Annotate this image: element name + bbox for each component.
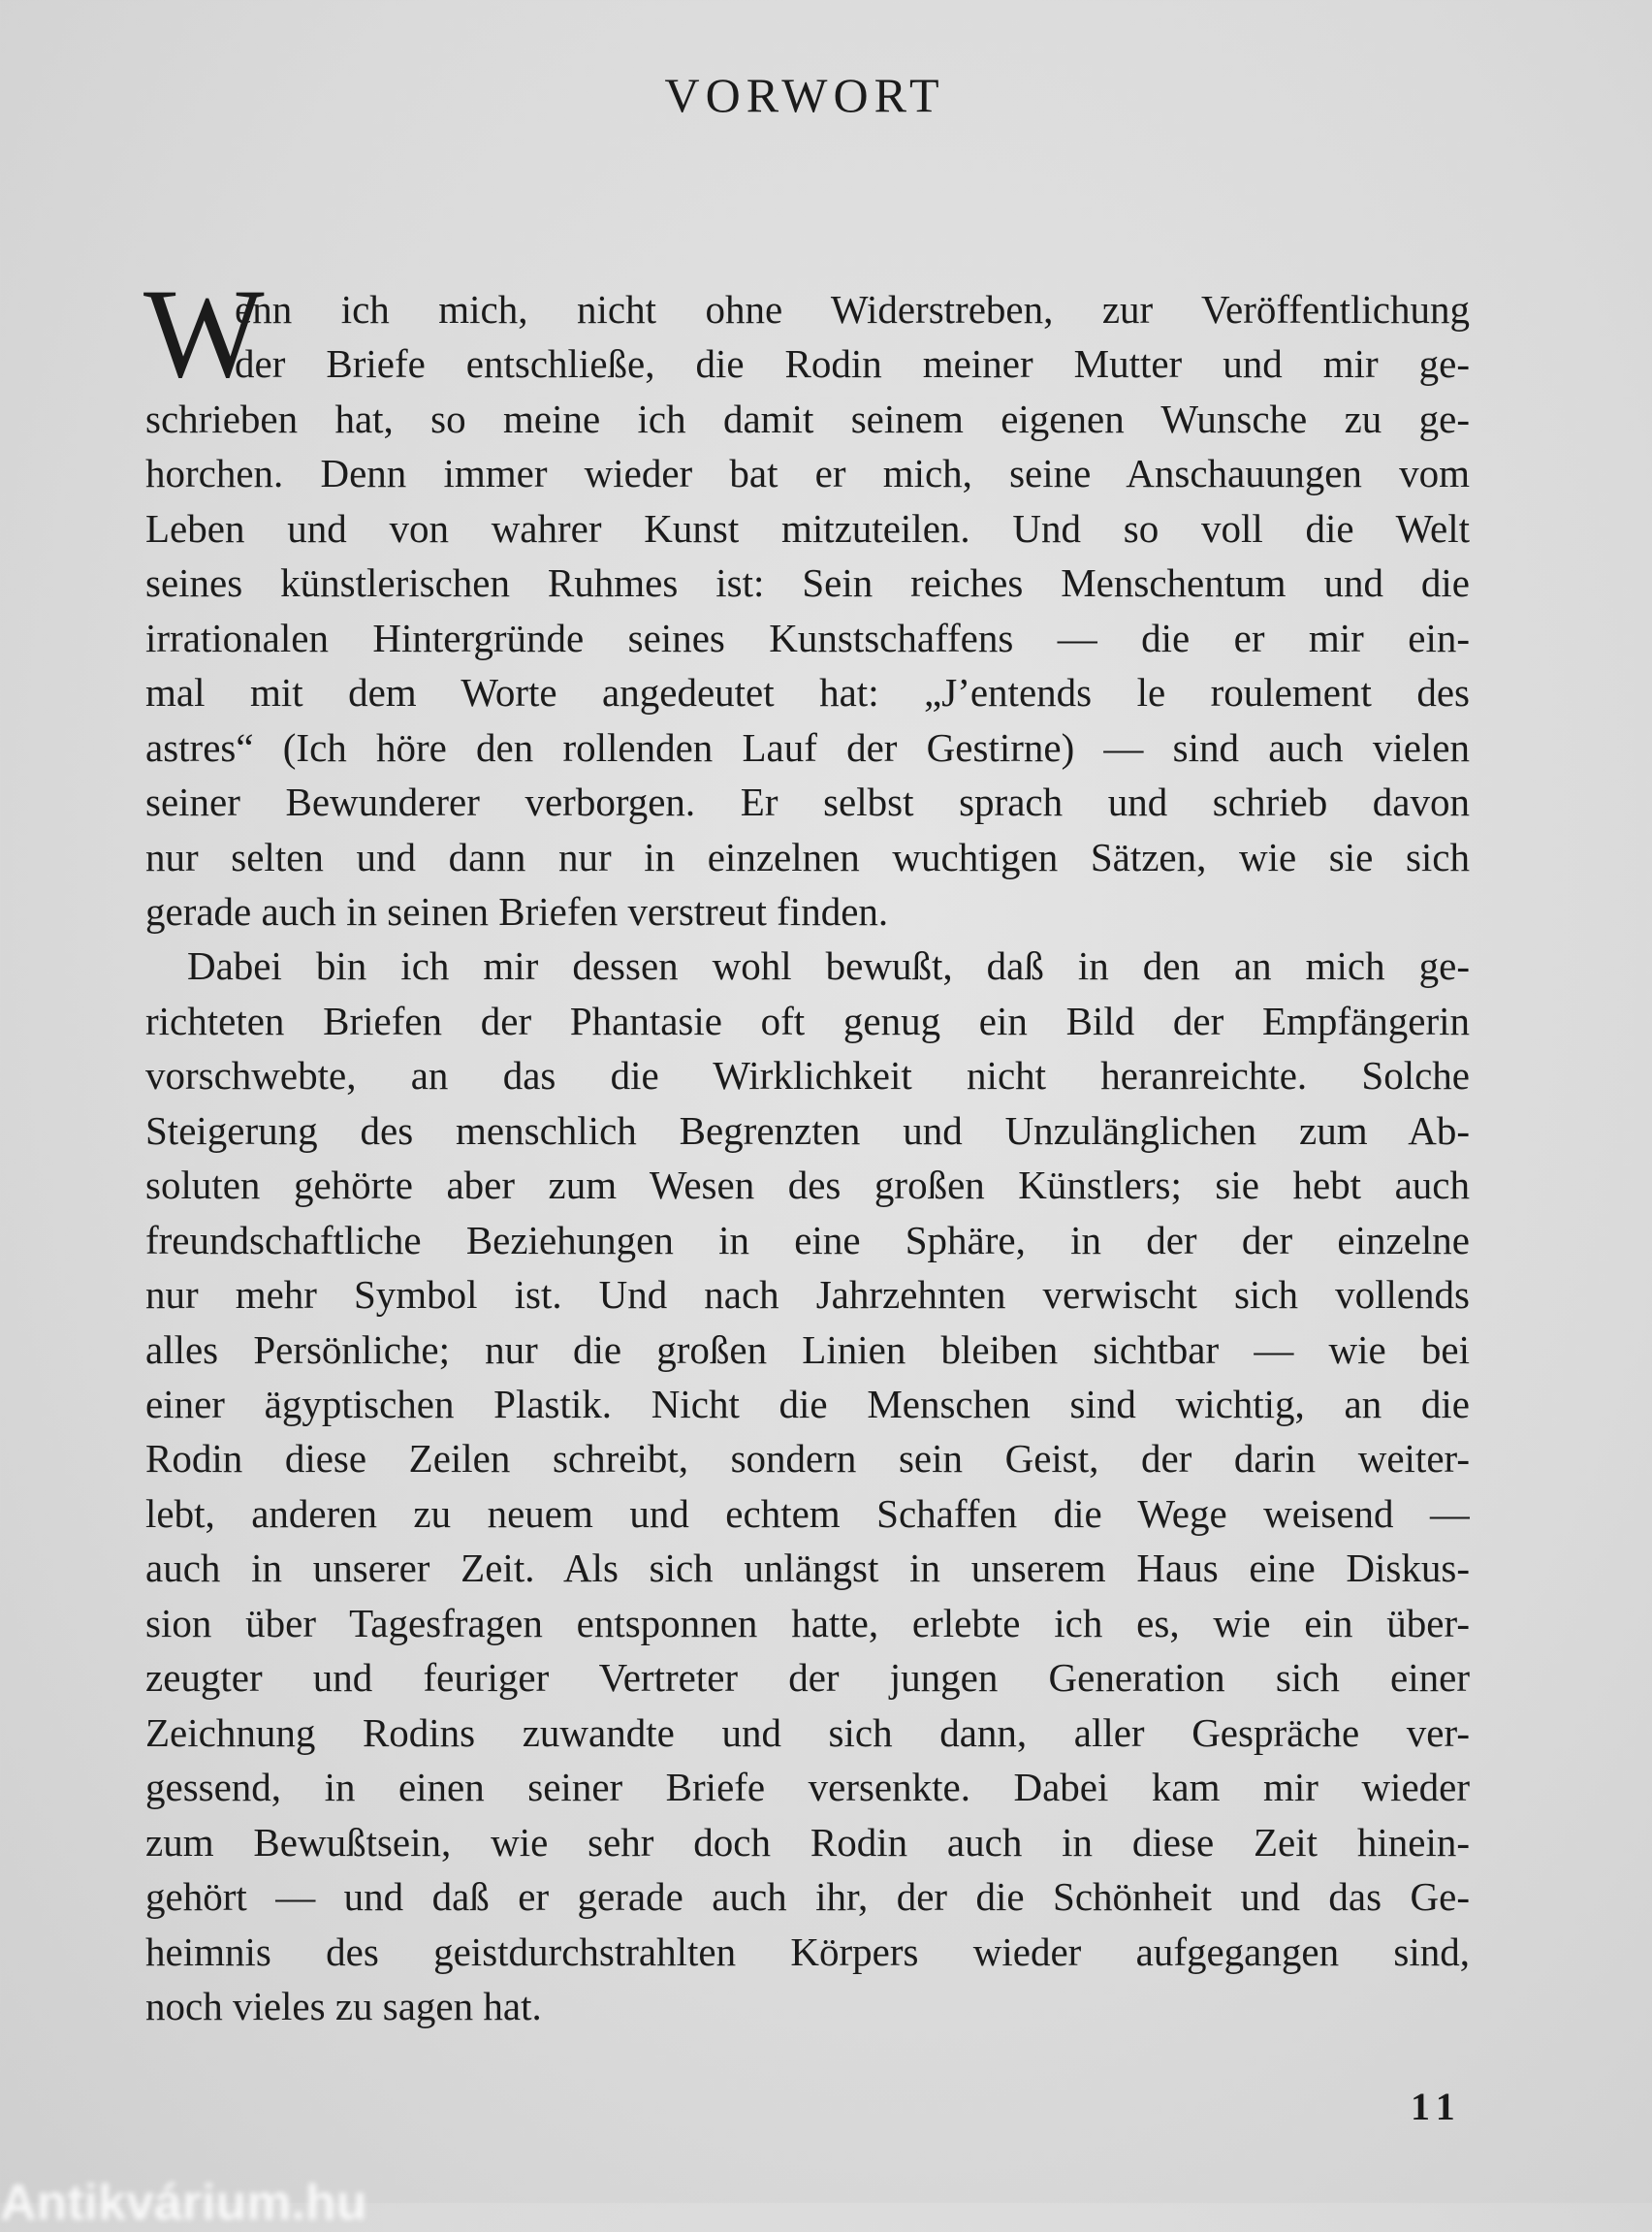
text-line: gerade auch in seinen Briefen verstreut finden. [145,888,889,934]
text-line: Steigerung des menschlich Begrenzten und Unzulänglichen zum Ab- [145,1107,1470,1153]
drop-cap: W [143,262,265,404]
text-line: astres“ (Ich höre den rollenden Lauf der Gestirne) — sind auch vielen [145,724,1470,770]
watermark: Antikvárium.hu [0,2175,367,2231]
text-line: Dabei bin ich mir dessen wohl bewußt, daß in den an mich ge- [187,943,1470,989]
text-line: auch in unserer Zeit. Als sich unlängst in unserem Haus eine Diskus- [145,1546,1470,1591]
text-line: richteten Briefen der Phantasie oft genug ein Bild der Empfängerin [145,998,1470,1043]
text-line: mal mit dem Worte angedeutet hat: „J’entends le roulement des [145,670,1470,716]
text-line: nur selten und dann nur in einzelnen wuchtigen Sätzen, wie sie sich [145,834,1470,879]
text-line: zum Bewußtsein, wie sehr doch Rodin auch in diese Zeit hinein- [145,1819,1470,1865]
text-line: Rodin diese Zeilen schreibt, sondern sein Geist, der darin weiter- [145,1436,1470,1482]
text-line: enn ich mich, nicht ohne Widerstreben, zur Veröffentlichung [235,287,1470,332]
page-title: VORWORT [664,68,945,122]
text-line: sion über Tagesfragen entsponnen hatte, erlebte ich es, wie ein über- [145,1600,1470,1645]
page-number: 11 [1411,2085,1463,2128]
text-line: soluten gehörte aber zum Wesen des großen Künstlers; sie hebt auch [145,1163,1470,1208]
text-line: nur mehr Symbol ist. Und nach Jahrzehnten verwischt sich vollends [145,1272,1470,1318]
text-line: Zeichnung Rodins zuwandte und sich dann, aller Gespräche ver- [145,1709,1470,1755]
text-line: gessend, in einen seiner Briefe versenkte. Dabei kam mir wieder [145,1765,1470,1810]
text-line: schrieben hat, so meine ich damit seinem eigenen Wunsche zu ge- [145,396,1470,441]
text-line: seiner Bewunderer verborgen. Er selbst sprach und schrieb davon [145,780,1470,825]
text-line: zeugter und feuriger Vertreter der jungen Generation sich einer [145,1655,1470,1701]
text-line: irrationalen Hintergründe seines Kunstschaffens — die er mir ein- [145,615,1470,660]
text-line: noch vieles zu sagen hat. [145,1983,542,2028]
text-line: alles Persönliche; nur die großen Linien bleiben sichtbar — wie bei [145,1326,1470,1372]
text-line: Leben und von wahrer Kunst mitzuteilen. Und so voll die Welt [145,505,1470,551]
text-line: lebt, anderen zu neuem und echtem Schaffen die Wege weisend — [145,1490,1470,1536]
text-line: heimnis des geistdurchstrahlten Körpers wieder aufgegangen sind, [145,1929,1470,1974]
text-line: vorschwebte, an das die Wirklichkeit nicht heranreichte. Solche [145,1053,1470,1099]
text-line: horchen. Denn immer wieder bat er mich, seine Anschauungen vom [145,451,1470,496]
text-line: gehört — und daß er gerade auch ihr, der die Schönheit und das Ge- [145,1874,1470,1920]
text-line: freundschaftliche Beziehungen in eine Sphäre, in der der einzelne [145,1217,1470,1262]
text-line: einer ägyptischen Plastik. Nicht die Menschen sind wichtig, an die [145,1382,1470,1426]
text-line: seines künstlerischen Ruhmes ist: Sein reiches Menschentum und die [145,560,1470,606]
text-line: der Briefe entschließe, die Rodin meiner Mutter und mir ge- [235,341,1470,387]
